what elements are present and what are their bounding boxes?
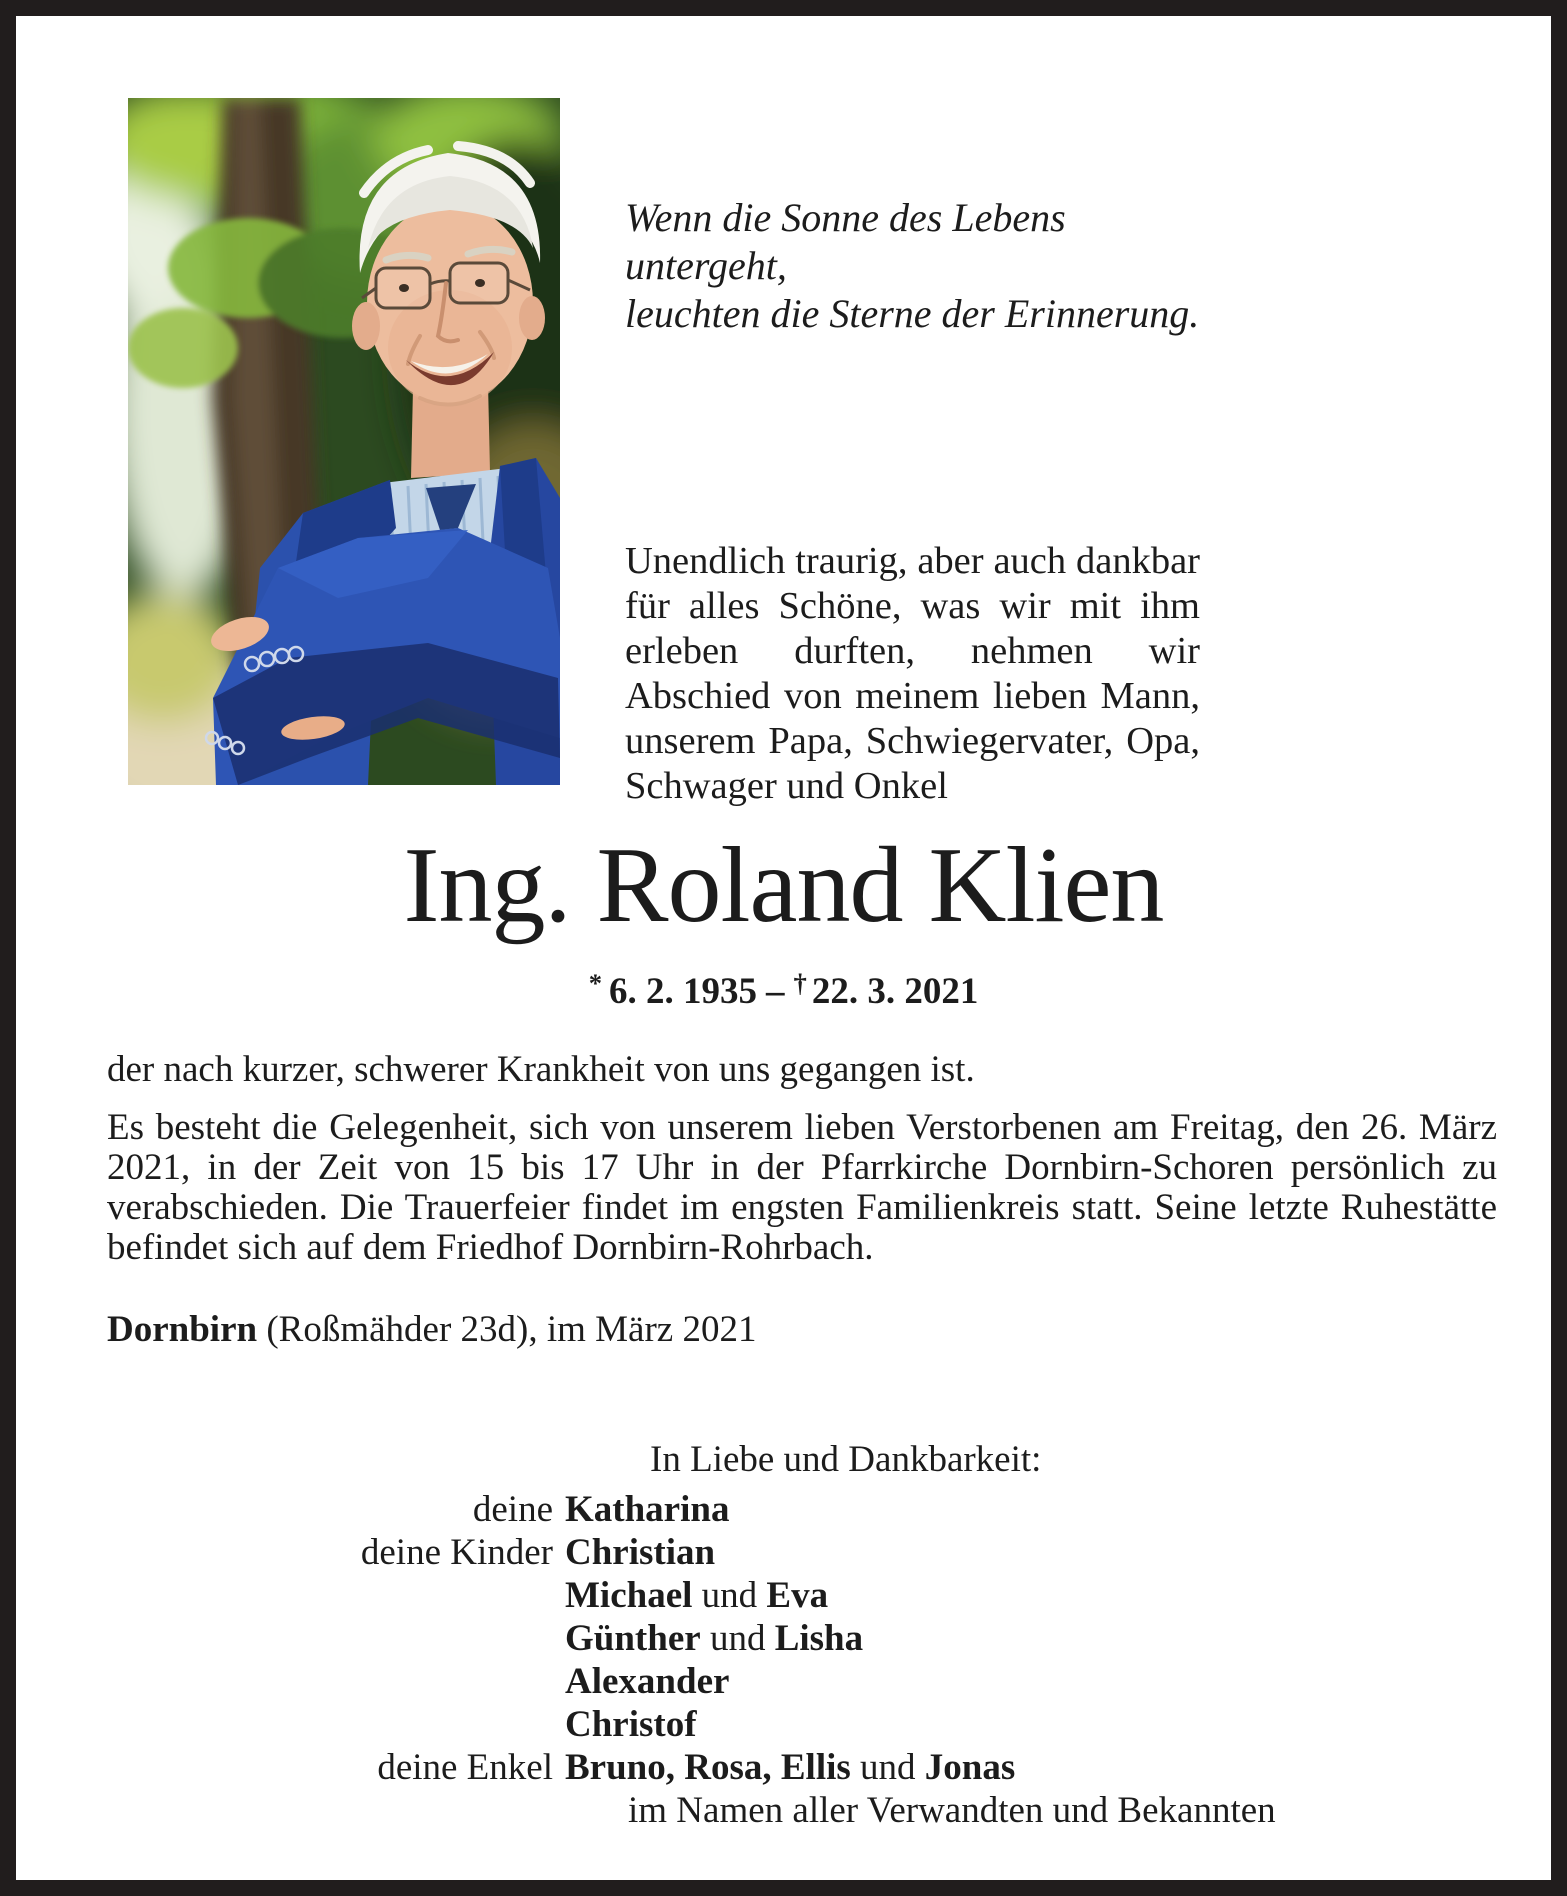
obituary-notice xyxy=(16,16,1551,1880)
birth-star-icon: * xyxy=(588,968,602,998)
signature-names: Christof xyxy=(565,1704,697,1745)
epigraph-line-1: Wenn die Sonne des Lebens untergeht, xyxy=(625,195,1066,288)
closing-final-row xyxy=(107,1789,1499,1832)
signature-label xyxy=(107,1703,553,1746)
signature-names: Michael und Eva xyxy=(565,1575,829,1616)
place-name: Dornbirn xyxy=(107,1309,258,1350)
birth-date: 6. 2. 1935 xyxy=(609,971,757,1013)
death-date: 22. 3. 2021 xyxy=(811,971,979,1013)
signature-label xyxy=(107,1574,553,1617)
signature-names: Alexander xyxy=(565,1661,730,1702)
signature-names: Katharina xyxy=(565,1489,730,1530)
deceased-name: Ing. Roland Klien xyxy=(403,826,1164,945)
signature-row xyxy=(107,1703,1499,1746)
life-dates xyxy=(16,962,1551,1013)
signature-row xyxy=(107,1746,1499,1789)
closing-intro: In Liebe und Dankbarkeit: xyxy=(650,1439,1042,1480)
signature-row xyxy=(107,1531,1499,1574)
death-line: der nach kurzer, schwerer Krankheit von uns gegangen ist. xyxy=(107,1049,975,1090)
epigraph xyxy=(625,194,1200,338)
signature-names: Christian xyxy=(565,1532,716,1573)
signature-label: deine Enkel xyxy=(377,1747,553,1788)
closing-block xyxy=(107,1438,1499,1832)
closing-final-line: im Namen aller Verwandten und Bekannten xyxy=(628,1790,1276,1831)
body-text xyxy=(107,1050,1497,1350)
signature-row xyxy=(107,1488,1499,1531)
epigraph-line-2: leuchten die Sterne der Erinnerung. xyxy=(625,291,1200,336)
signature-row xyxy=(107,1617,1499,1660)
signature-names: Günther und Lisha xyxy=(565,1618,864,1659)
signature-row xyxy=(107,1660,1499,1703)
intro-paragraph: Unendlich traurig, aber auch dankbar für alles Schöne, was wir mit ihm erleben durften, nehmen wir Abschied von meinem lieben Mann, unserem Papa, Schwiegervater, Opa, Schwager und Onkel xyxy=(625,540,1200,807)
signature-names: Bruno, Rosa, Ellis und Jonas xyxy=(565,1747,1016,1788)
portrait-photo xyxy=(128,98,560,785)
signature-label xyxy=(107,1617,553,1660)
death-cross-icon: † xyxy=(793,968,807,998)
signature-label: deine Kinder xyxy=(360,1532,553,1573)
signature-row xyxy=(107,1574,1499,1617)
signature-label: deine xyxy=(472,1489,553,1530)
place-date-line xyxy=(107,1310,1497,1350)
closing-intro-row xyxy=(107,1438,1499,1488)
signature-label xyxy=(107,1660,553,1703)
farewell-paragraph: Es besteht die Gelegenheit, sich von unserem lieben Verstorbenen am Freitag, den 26. März 2021, in der Zeit von 15 bis 17 Uhr in der Pfarrkirche Dornbirn-Schoren persönlich zu verabschieden. Die Trauerfeier findet im engsten Familienkreis statt. Seine letzte Ruhestätte befindet sich auf dem Friedhof Dornbirn-Rohrbach. xyxy=(107,1107,1497,1268)
dates-separator: – xyxy=(766,971,785,1013)
place-rest: (Roßmähder 23d), im März 2021 xyxy=(257,1309,757,1350)
